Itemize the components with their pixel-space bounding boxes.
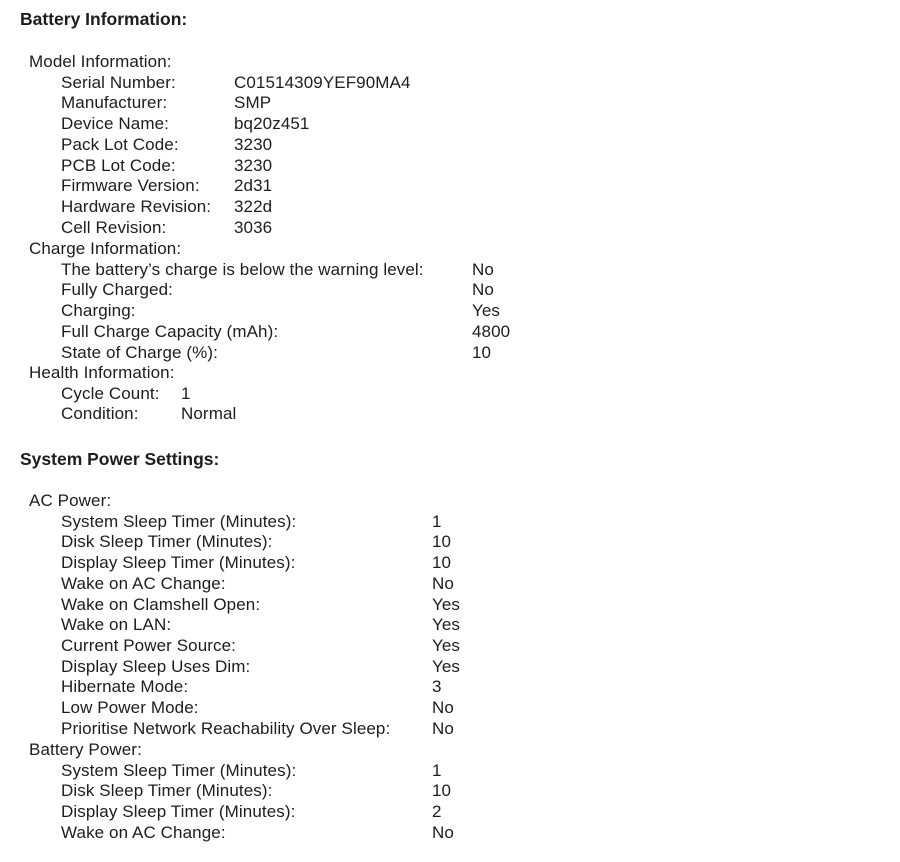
info-label: System Sleep Timer (Minutes): — [61, 511, 297, 531]
info-value: C01514309YEF90MA4 — [234, 72, 411, 92]
info-label: Hibernate Mode: — [61, 677, 189, 697]
model-information-heading: Model Information: — [29, 52, 172, 71]
info-value: No — [432, 698, 454, 718]
info-label: Wake on Clamshell Open: — [61, 594, 261, 614]
info-label: Prioritise Network Reachability Over Sleep: — [61, 718, 391, 738]
info-label: Wake on AC Change: — [61, 573, 226, 593]
info-value: 1 — [432, 760, 442, 780]
system-power-settings-heading: System Power Settings: — [20, 449, 220, 469]
charge-information-heading: Charge Information: — [29, 239, 182, 258]
info-value: No — [472, 259, 494, 279]
health-information-rows — [61, 384, 236, 425]
info-value: 3036 — [234, 217, 273, 237]
info-value: 3230 — [234, 155, 273, 175]
model-information-group — [29, 52, 411, 238]
model-information-rows — [61, 73, 411, 239]
info-value: bq20z451 — [234, 114, 310, 134]
info-value: 10 — [432, 781, 452, 801]
ac-power-group — [29, 491, 460, 739]
info-label: Condition: — [61, 404, 139, 424]
info-label: Manufacturer: — [61, 93, 168, 113]
info-value: Yes — [432, 615, 461, 635]
charge-information-rows — [61, 260, 510, 364]
info-value: No — [432, 573, 454, 593]
charge-information-group — [29, 239, 510, 363]
info-label: The battery’s charge is below the warning level: — [61, 259, 424, 279]
info-value: No — [472, 280, 494, 300]
info-value: No — [432, 822, 454, 842]
battery-power-group — [29, 740, 454, 844]
info-value: Yes — [432, 594, 461, 614]
info-label: Disk Sleep Timer (Minutes): — [61, 781, 273, 801]
info-label: Current Power Source: — [61, 635, 237, 655]
info-value: Yes — [432, 635, 461, 655]
info-label: Cell Revision: — [61, 217, 167, 237]
info-label: System Sleep Timer (Minutes): — [61, 760, 297, 780]
info-value: Yes — [472, 301, 501, 321]
ac-power-rows — [61, 512, 460, 740]
info-value: 3230 — [234, 134, 273, 154]
battery-power-rows — [61, 761, 454, 844]
info-label: Full Charge Capacity (mAh): — [61, 321, 279, 341]
info-value: 10 — [432, 553, 452, 573]
info-value: 2d31 — [234, 176, 273, 196]
info-value: 4800 — [472, 321, 511, 341]
info-label: State of Charge (%): — [61, 342, 218, 362]
info-value: 10 — [432, 532, 452, 552]
info-label: Display Sleep Uses Dim: — [61, 656, 251, 676]
info-label: Firmware Version: — [61, 176, 200, 196]
info-value: 322d — [234, 196, 273, 216]
info-label: Cycle Count: — [61, 383, 160, 403]
ac-power-heading: AC Power: — [29, 491, 112, 510]
info-label: Device Name: — [61, 114, 169, 134]
info-label: Display Sleep Timer (Minutes): — [61, 553, 296, 573]
info-value: Normal — [181, 404, 237, 424]
info-label: Serial Number: — [61, 72, 176, 92]
info-label: Charging: — [61, 301, 136, 321]
battery-information-heading: Battery Information: — [20, 9, 188, 29]
info-label: Pack Lot Code: — [61, 134, 179, 154]
health-information-heading: Health Information: — [29, 363, 175, 382]
info-value: SMP — [234, 93, 272, 113]
health-information-group — [29, 363, 236, 425]
battery-power-heading: Battery Power: — [29, 740, 142, 759]
info-value: 1 — [432, 511, 442, 531]
info-label: Low Power Mode: — [61, 698, 199, 718]
info-label: Disk Sleep Timer (Minutes): — [61, 532, 273, 552]
info-label: Hardware Revision: — [61, 196, 212, 216]
info-label: Wake on LAN: — [61, 615, 172, 635]
info-value: Yes — [432, 656, 461, 676]
info-label: PCB Lot Code: — [61, 155, 176, 175]
info-value: 10 — [472, 342, 492, 362]
info-value: No — [432, 718, 454, 738]
info-label: Display Sleep Timer (Minutes): — [61, 802, 296, 822]
info-label: Wake on AC Change: — [61, 822, 226, 842]
info-value: 1 — [181, 383, 191, 403]
info-value: 2 — [432, 802, 442, 822]
info-label: Fully Charged: — [61, 280, 173, 300]
info-value: 3 — [432, 677, 442, 697]
